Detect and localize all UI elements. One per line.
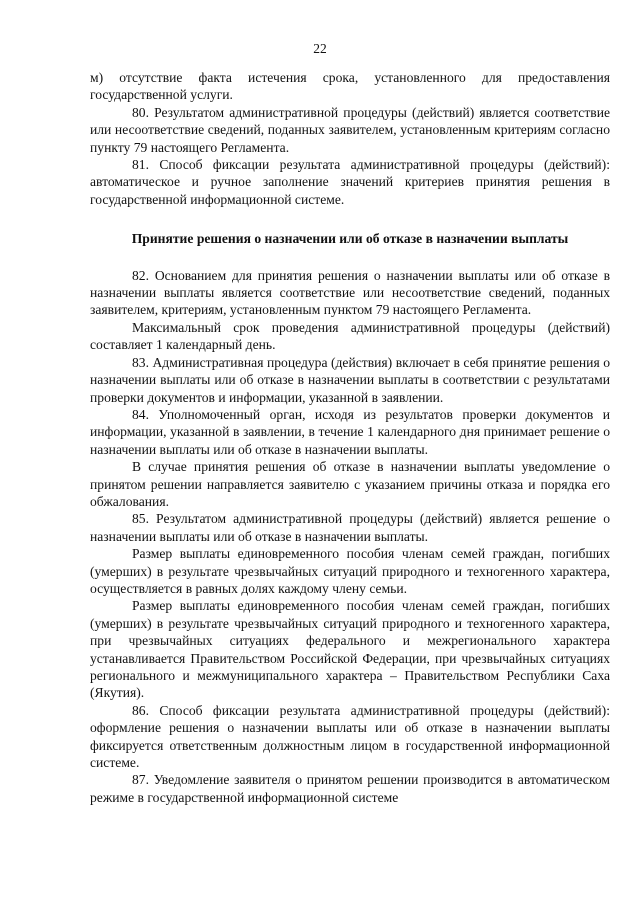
paragraph-84: 84. Уполномоченный орган, исходя из результатов проверки документов и информации, указанной в заявлении, в течение 1 календарного дня принимает решение о назначении выплаты или об отказе в назначении выплаты. [90,406,610,457]
paragraph-payment-size-equal: Размер выплаты единовременного пособия членам семей граждан, погибших (умерших) в результате чрезвычайных ситуаций природного и техногенного характера, осуществляется в равных долях каждому члену семьи. [90,546,610,596]
paragraph-80: 80. Результатом административной процедуры (действий) является соответствие или несоответствие сведений, поданных заявителем, установленным критериям согласно пункту 79 настоящего Регламента. [90,104,610,155]
paragraph-85: 85. Результатом административной процедуры (действий) является решение о назначении выплаты или об отказе в назначении выплаты. [90,511,610,544]
section-heading: Принятие решения о назначении или об отказе в назначении выплаты [131,231,569,247]
paragraph-87: 87. Уведомление заявителя о принятом решении производится в автоматическом режиме в государственной информационной системе [90,772,610,805]
page-number: 22 [313,41,327,56]
document-body [90,69,610,806]
paragraph-payment-size-government: Размер выплаты единовременного пособия членам семей граждан, погибших (умерших) в результате чрезвычайных ситуаций природного и техногенного характера, при чрезвычайных ситуациях федерального и межрегионального характера устанавливается Правительством Российской Федерации, при чрезвычайных ситуациях регионального и межмуниципального характера – Правительством Республики Саха (Якутия). [90,598,610,701]
paragraph-max-term: Максимальный срок проведения административной процедуры (действий) составляет 1 календарный день. [90,319,610,353]
paragraph-83: 83. Административная процедура (действия) включает в себя принятие решения о назначении выплаты или об отказе в назначении выплаты в соответствии с результатами проверки документов и информации, указанной в заявлении. [90,354,610,405]
paragraph-refusal-notice: В случае принятия решения об отказе в назначении выплаты уведомление о принятом решении направляется заявителю с указанием причины отказа и порядка его обжалования. [90,459,610,509]
paragraph-item-m: м) отсутствие факта истечения срока, установленного для предоставления государственной услуги. [90,70,610,103]
paragraph-81: 81. Способ фиксации результата административной процедуры (действий): автоматическое и ручное заполнение значений критериев принятия решения в государственной информационной системе. [90,157,610,207]
paragraph-82: 82. Основанием для принятия решения о назначении выплаты или об отказе в назначении выплаты является соответствие или несоответствие сведений, поданных заявителем, критериям, установленным пунктом 79 настоящего Регламента. [90,267,610,318]
paragraph-86: 86. Способ фиксации результата административной процедуры (действий): оформление решения о назначении выплаты или об отказе в назначении выплаты фиксируется ответственным должностным лицом в государственной информационной системе. [90,702,610,771]
